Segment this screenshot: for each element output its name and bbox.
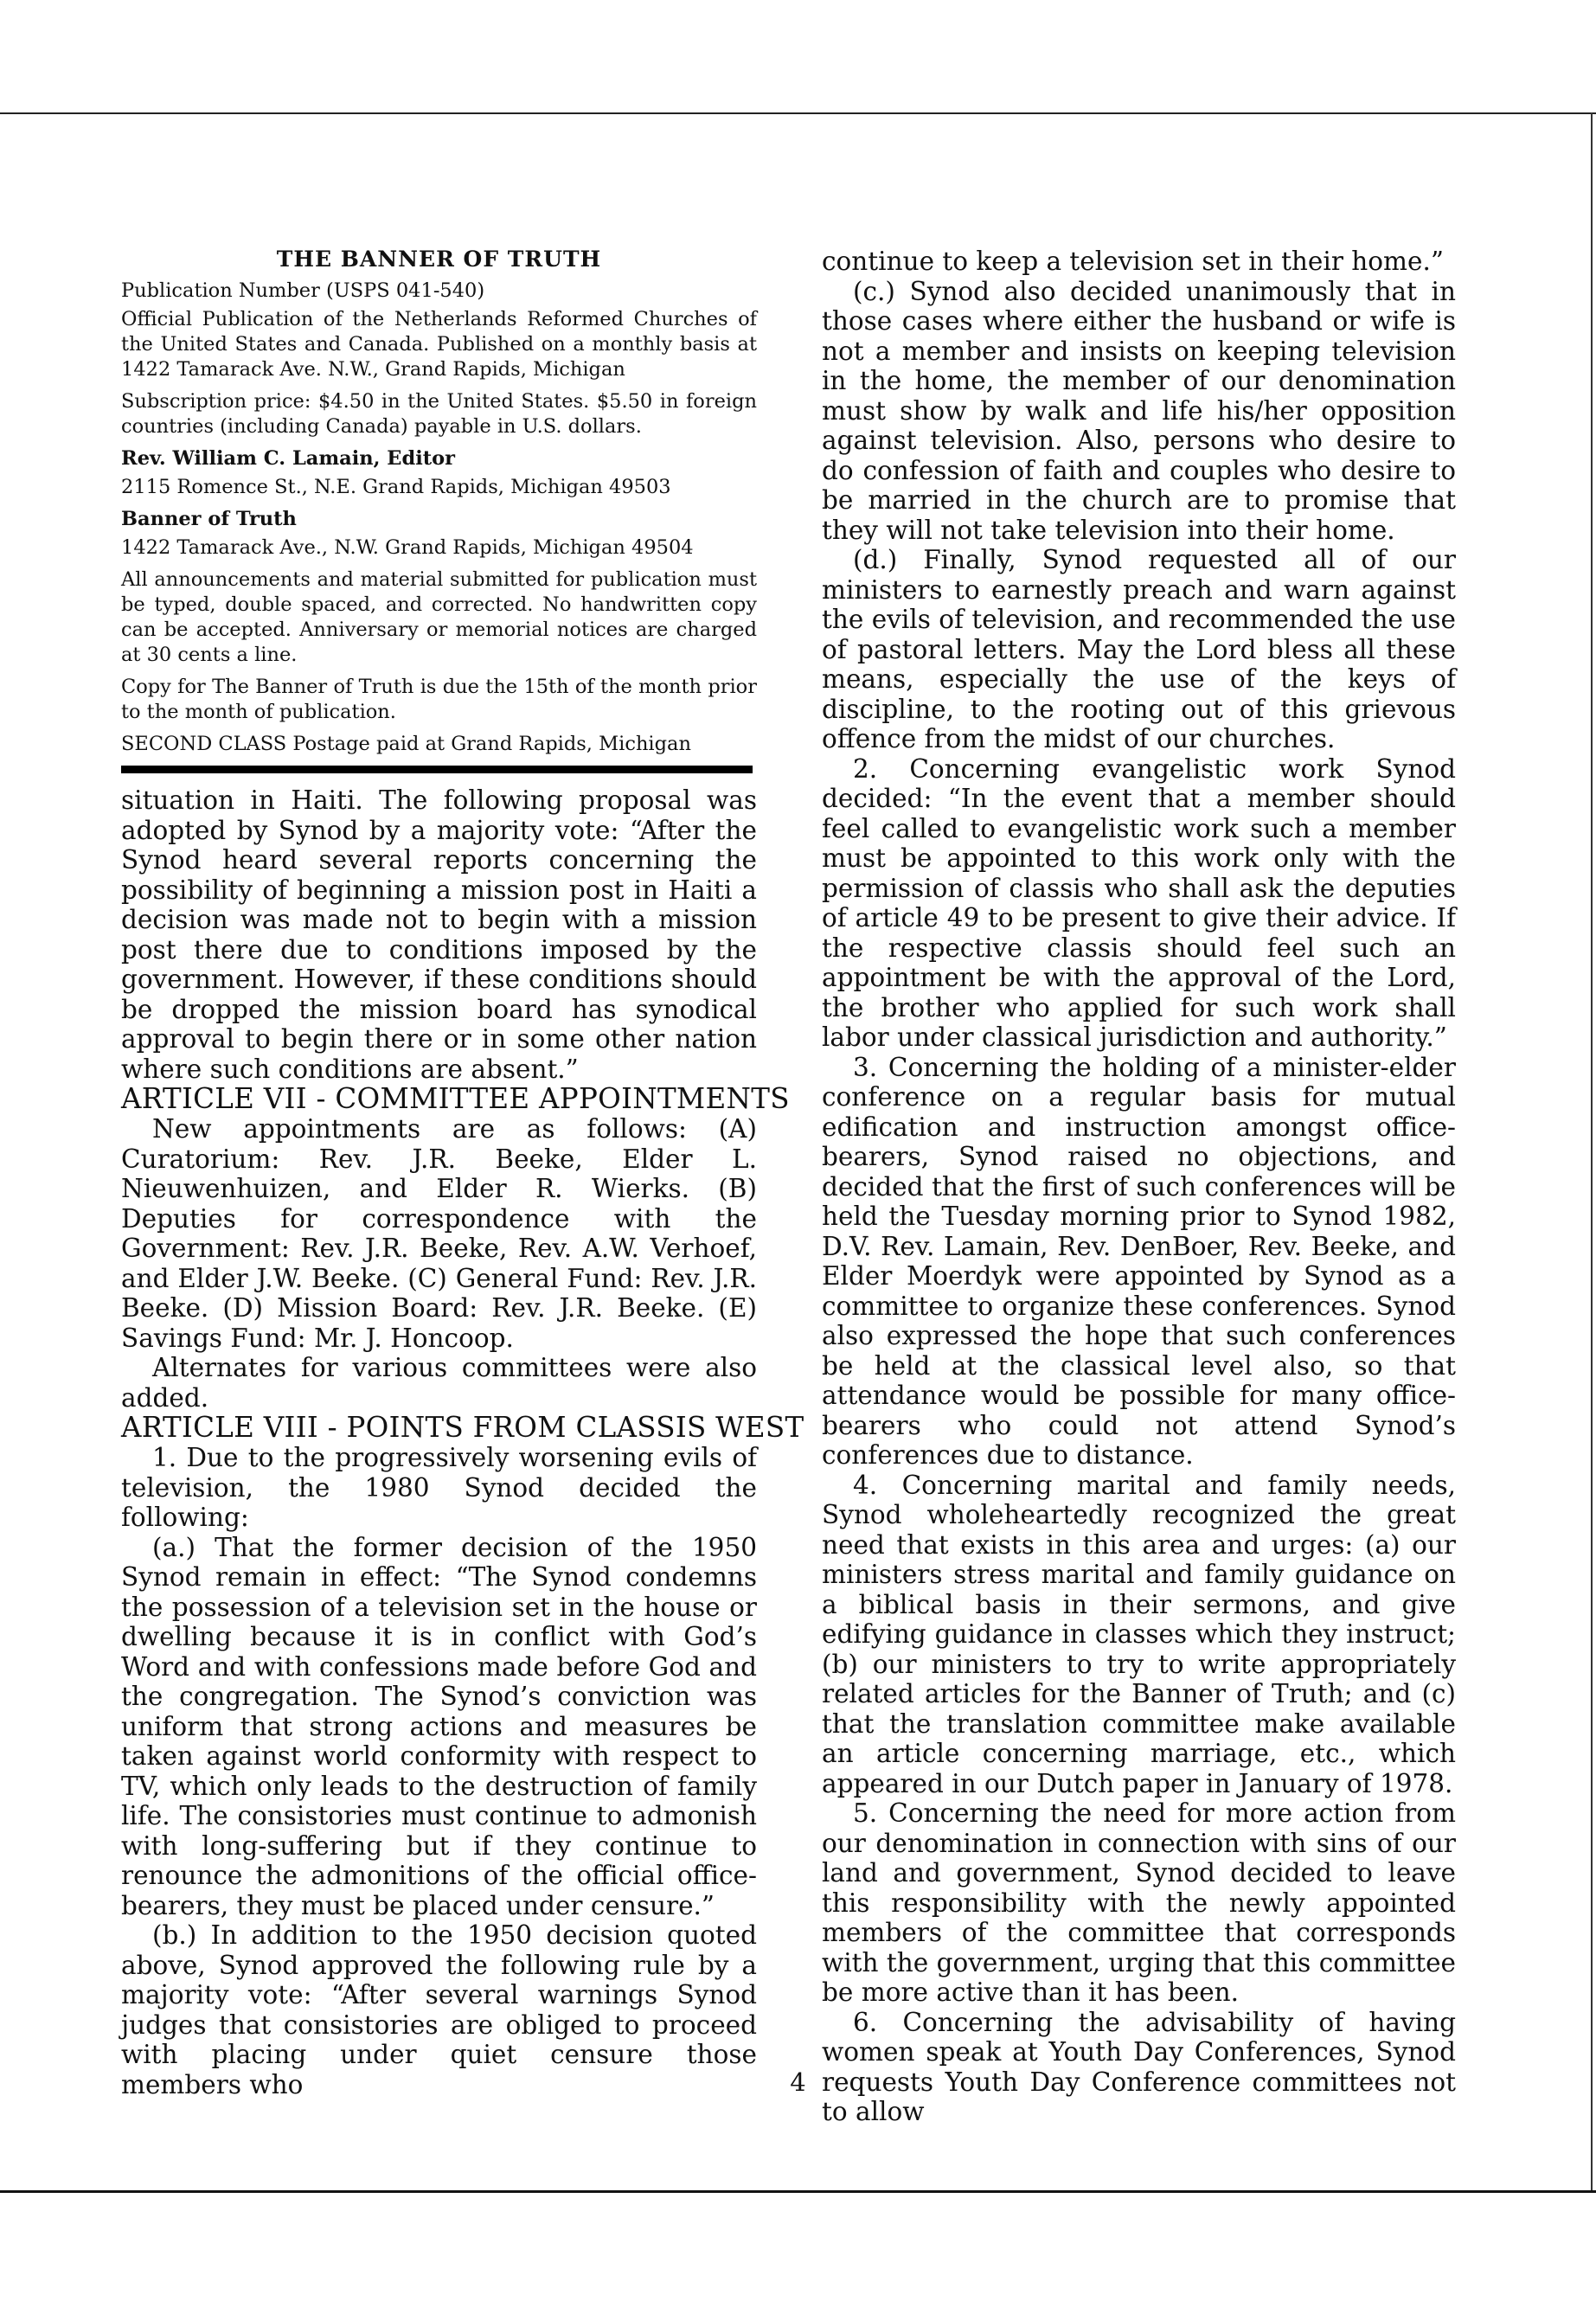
office-name: Banner of Truth	[121, 508, 297, 530]
postage-note: SECOND CLASS Postage paid at Grand Rapids, Michigan	[121, 733, 691, 755]
article-8-point-1a: (a.) That the former decision of the 1950 Synod remain in effect: “The Synod condemns the possession of a television set in the house or dwelling because it is in conflict with God’s Word and with confessions made before God and the congregation. The Synod’s conviction was uniform that strong actions and measures be taken against world conformity with respect to TV, which only leads to the destruction of family life. The consistories must continue to admonish with long-suffering but if they continue to renounce the admonitions of the official office-bearers, they must be placed under censure.”	[121, 1532, 757, 1920]
masthead-divider	[121, 766, 753, 773]
point-1d: (d.) Finally, Synod requested all of our ministers to earnestly preach and warn against the evils of television, and recommended the use of pastoral letters. May the Lord bless all these means, especially the use of the keys of discipline, to the rooting out of this grievous offence from the midst of our churches.	[822, 545, 1456, 753]
article-7-appointments: New appointments are as follows: (A) Curatorium: Rev. J.R. Beeke, Elder L. Nieuwenhuizen, and Elder R. Wierks. (B) Deputies for correspondence with the Government: Rev. J.R. Beeke, Rev. A.W. Verhoef, and Elder J.W. Beeke. (C) General Fund: Rev. J.R. Beeke. (D) Mission Board: Rev. J.R. Beeke. (E) Savings Fund: Mr. J. Honcoop.	[121, 1114, 757, 1353]
announcements-note: All announcements and material submitted for publication must be typed, double spaced, and corrected. No handwritten copy can be accepted. Anniversary or memorial notices are charged at 30 cents a line.	[121, 568, 757, 666]
point-3: 3. Concerning the holding of a minister-elder conference on a regular basis for mutual edification and instruction amongst office-bearers, Synod raised no objections, and decided that the first of such conferences will be held the Tuesday morning prior to Synod 1982, D.V. Rev. Lamain, Rev. DenBoer, Rev. Beeke, and Elder Moerdyk were appointed by Synod as a committee to organize these conferences. Synod also expressed the hope that such conferences be held at the classical level also, so that attendance would be possible for many office-bearers who could not attend Synod’s conferences due to distance.	[822, 1052, 1456, 1470]
article-8-heading: ARTICLE VIII - POINTS FROM CLASSIS WEST	[121, 1411, 804, 1444]
official-publication: Official Publication of the Netherlands Reformed Churches of the United States and Canada. Published on a monthly basis at 1422 Tamarack Ave. N.W., Grand Rapids, Michigan	[121, 308, 757, 381]
article-7-heading: ARTICLE VII - COMMITTEE APPOINTMENTS	[121, 1082, 790, 1115]
point-6: 6. Concerning the advisability of having women speak at Youth Day Conferences, Synod requests Youth Day Conference committees not to allow	[822, 2007, 1456, 2126]
left-column	[121, 247, 804, 2099]
right-column	[822, 247, 1456, 2127]
page-edge-bottom	[0, 2190, 1596, 2193]
editor-address: 2115 Romence St., N.E. Grand Rapids, Michigan 49503	[121, 476, 671, 498]
page-edge-right	[1591, 112, 1593, 2192]
point-5: 5. Concerning the need for more action from our denomination in connection with sins of our land and government, Synod decided to leave this responsibility with the newly appointed members of the committee that corresponds with the government, urging that this committee be more active than it has been.	[822, 1798, 1456, 2007]
publication-number: Publication Number (USPS 041-540)	[121, 279, 485, 302]
right-body	[822, 247, 1456, 2127]
office-address: 1422 Tamarack Ave., N.W. Grand Rapids, Michigan 49504	[121, 536, 694, 559]
article-8-point-1b: (b.) In addition to the 1950 decision quoted above, Synod approved the following rule by a majority vote: “After several warnings Synod judges that consistories are obliged to proceed with placing under quiet censure those members who	[121, 1920, 757, 2099]
masthead	[121, 247, 757, 757]
article-8-point-1: 1. Due to the progressively worsening evils of television, the 1980 Synod decided the following:	[121, 1443, 757, 1532]
article-7-alternates: Alternates for various committees were also added.	[121, 1353, 757, 1413]
point-2: 2. Concerning evangelistic work Synod decided: “In the event that a member should feel called to evangelistic work such a member must be appointed to this work only with the permission of classis who shall ask the deputies of article 49 to be present to give their advice. If the respective classis should feel such an appointment be with the approval of the Lord, the brother who applied for such work shall labor under classical jurisdiction and authority.”	[822, 753, 1456, 1052]
masthead-title: THE BANNER OF TRUTH	[276, 247, 602, 272]
continuation-line: continue to keep a television set in their home.”	[822, 247, 1444, 276]
page-number: 4	[790, 2067, 806, 2097]
haiti-paragraph: situation in Haiti. The following proposal was adopted by Synod by a majority vote: “After the Synod heard several reports concerning the possibility of beginning a mission post in Haiti a decision was made not to begin with a mission post there due to conditions imposed by the government. However, if these conditions should be dropped the mission board has synodical approval to begin there or in some other nation where such conditions are absent.”	[121, 785, 757, 1084]
page-edge-top	[0, 112, 1596, 114]
deadline-note: Copy for The Banner of Truth is due the 15th of the month prior to the month of publication.	[121, 676, 757, 723]
editor-name: Rev. William C. Lamain, Editor	[121, 447, 455, 470]
subscription-price: Subscription price: $4.50 in the United States. $5.50 in foreign countries (including Canada) payable in U.S. dollars.	[121, 390, 757, 438]
point-4: 4. Concerning marital and family needs, Synod wholeheartedly recognized the great need that exists in this area and urges: (a) our ministers stress marital and family guidance on a biblical basis in their sermons, and give edifying guidance in classes which they instruct; (b) our ministers to try to write appropriately related articles for the Banner of Truth; and (c) that the translation committee make available an article concerning marriage, etc., which appeared in our Dutch paper in January of 1978.	[822, 1470, 1456, 1798]
point-1c: (c.) Synod also decided unanimously that in those cases where either the husband or wife is not a member and insists on keeping television in the home, the member of our denomination must show by walk and life his/her opposition against television. Also, persons who desire to do confession of faith and couples who desire to be married in the church are to promise that they will not take television into their home.	[822, 276, 1456, 545]
left-body	[121, 785, 804, 2099]
